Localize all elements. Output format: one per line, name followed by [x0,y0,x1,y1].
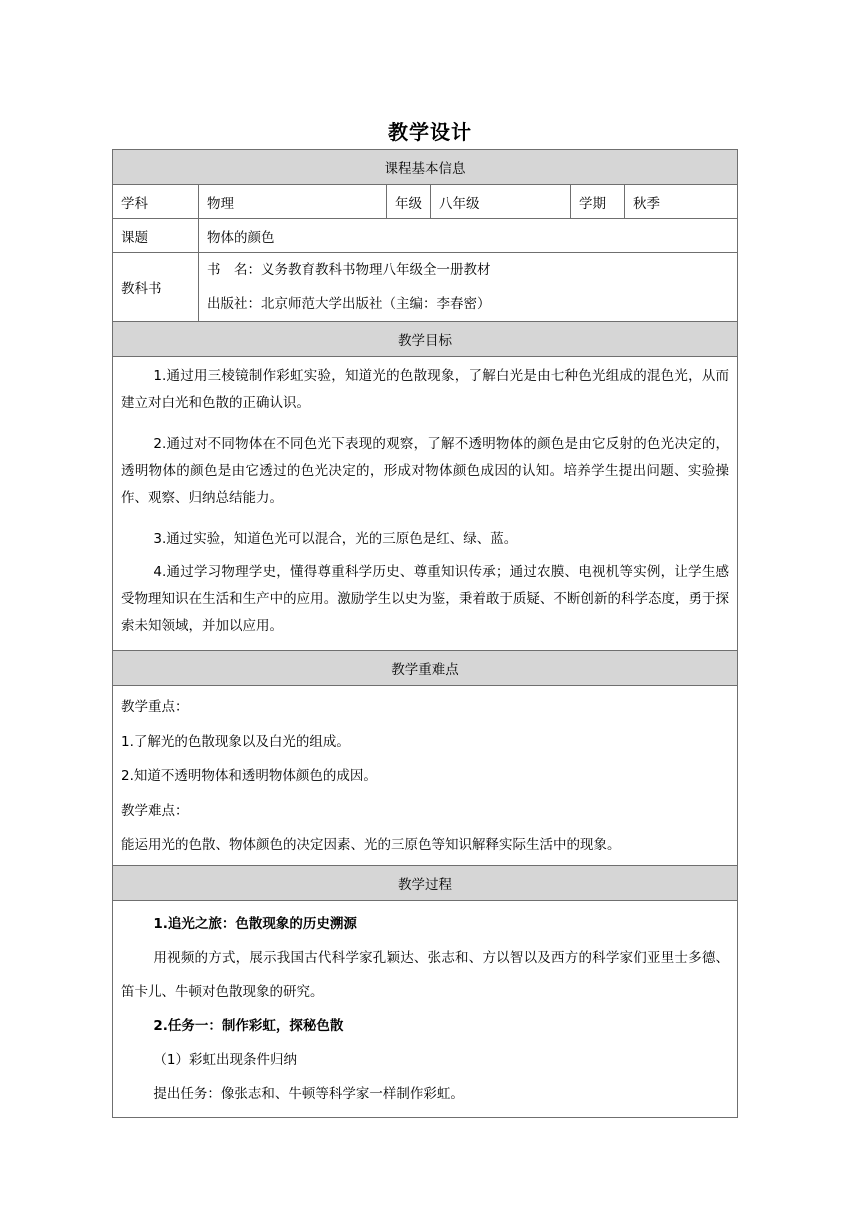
process-cell [113,900,738,1117]
process-paragraph: 用视频的方式，展示我国古代科学家孔颖达、张志和、方以智以及西方的科学家们亚里士多德、笛卡儿、牛顿对色散现象的研究。 [121,949,730,1000]
book-name: 书 名：义务教育教科书物理八年级全一册教材 [207,262,491,278]
textbook-info [199,253,738,322]
key-point-line: 教学难点： [121,802,189,819]
goal-item: 3.通过实验，知道色光可以混合，光的三原色是红、绿、蓝。 [153,531,518,547]
topic-value: 物体的颜色 [199,219,738,253]
section-header-basic-info: 课程基本信息 [113,150,738,185]
process-heading: 1.追光之旅：色散现象的历史溯源 [153,915,357,932]
key-point-line: 2.知道不透明物体和透明物体颜色的成因。 [121,768,377,784]
key-point-line: 教学重点： [121,699,189,715]
key-point-line: 能运用光的色散、物体颜色的决定因素、光的三原色等知识解释实际生活中的现象。 [121,837,621,853]
goal-item: 2.通过对不同物体在不同色光下表现的观察，了解不透明物体的颜色是由它反射的色光决定的，透明物体的颜色是由它透过的色光决定的，形成对物体颜色成因的认知。培养学生提出问题、实验操作、观察、归纳总结能力。 [121,436,730,506]
grade-value: 八年级 [431,185,571,219]
goals-cell [113,357,738,651]
grade-label: 年级 [387,185,431,219]
section-header-process: 教学过程 [113,865,738,900]
subject-label: 学科 [113,185,199,219]
subject-value: 物理 [199,185,387,219]
section-header-goals: 教学目标 [113,322,738,357]
publisher: 出版社：北京师范大学出版社（主编：李春密） [207,296,491,312]
topic-label: 课题 [113,219,199,253]
goal-item: 4.通过学习物理学史，懂得尊重科学历史、尊重知识传承；通过农膜、电视机等实例，让学生感受物理知识在生活和生产中的应用。激励学生以史为鉴，秉着敢于质疑、不断创新的科学态度，勇于探索未知领域，并加以应用。 [121,564,730,634]
section-header-key-points: 教学重难点 [113,651,738,686]
term-label: 学期 [571,185,625,219]
key-point-line: 1.了解光的色散现象以及白光的组成。 [121,733,350,750]
page-title: 教学设计 [388,120,472,144]
process-heading: 2.任务一：制作彩虹，探秘色散 [153,1017,344,1034]
key-points-cell [113,686,738,866]
process-subheading: （1）彩虹出现条件归纳 [153,1051,297,1068]
textbook-label: 教科书 [113,253,199,322]
process-paragraph: 提出任务：像张志和、牛顿等科学家一样制作彩虹。 [153,1085,464,1102]
goal-item: 1.通过用三棱镜制作彩虹实验，知道光的色散现象，了解白光是由七种色光组成的混色光，从而建立对白光和色散的正确认识。 [121,368,730,411]
term-value: 秋季 [625,185,738,219]
lesson-plan-table [112,149,738,1118]
